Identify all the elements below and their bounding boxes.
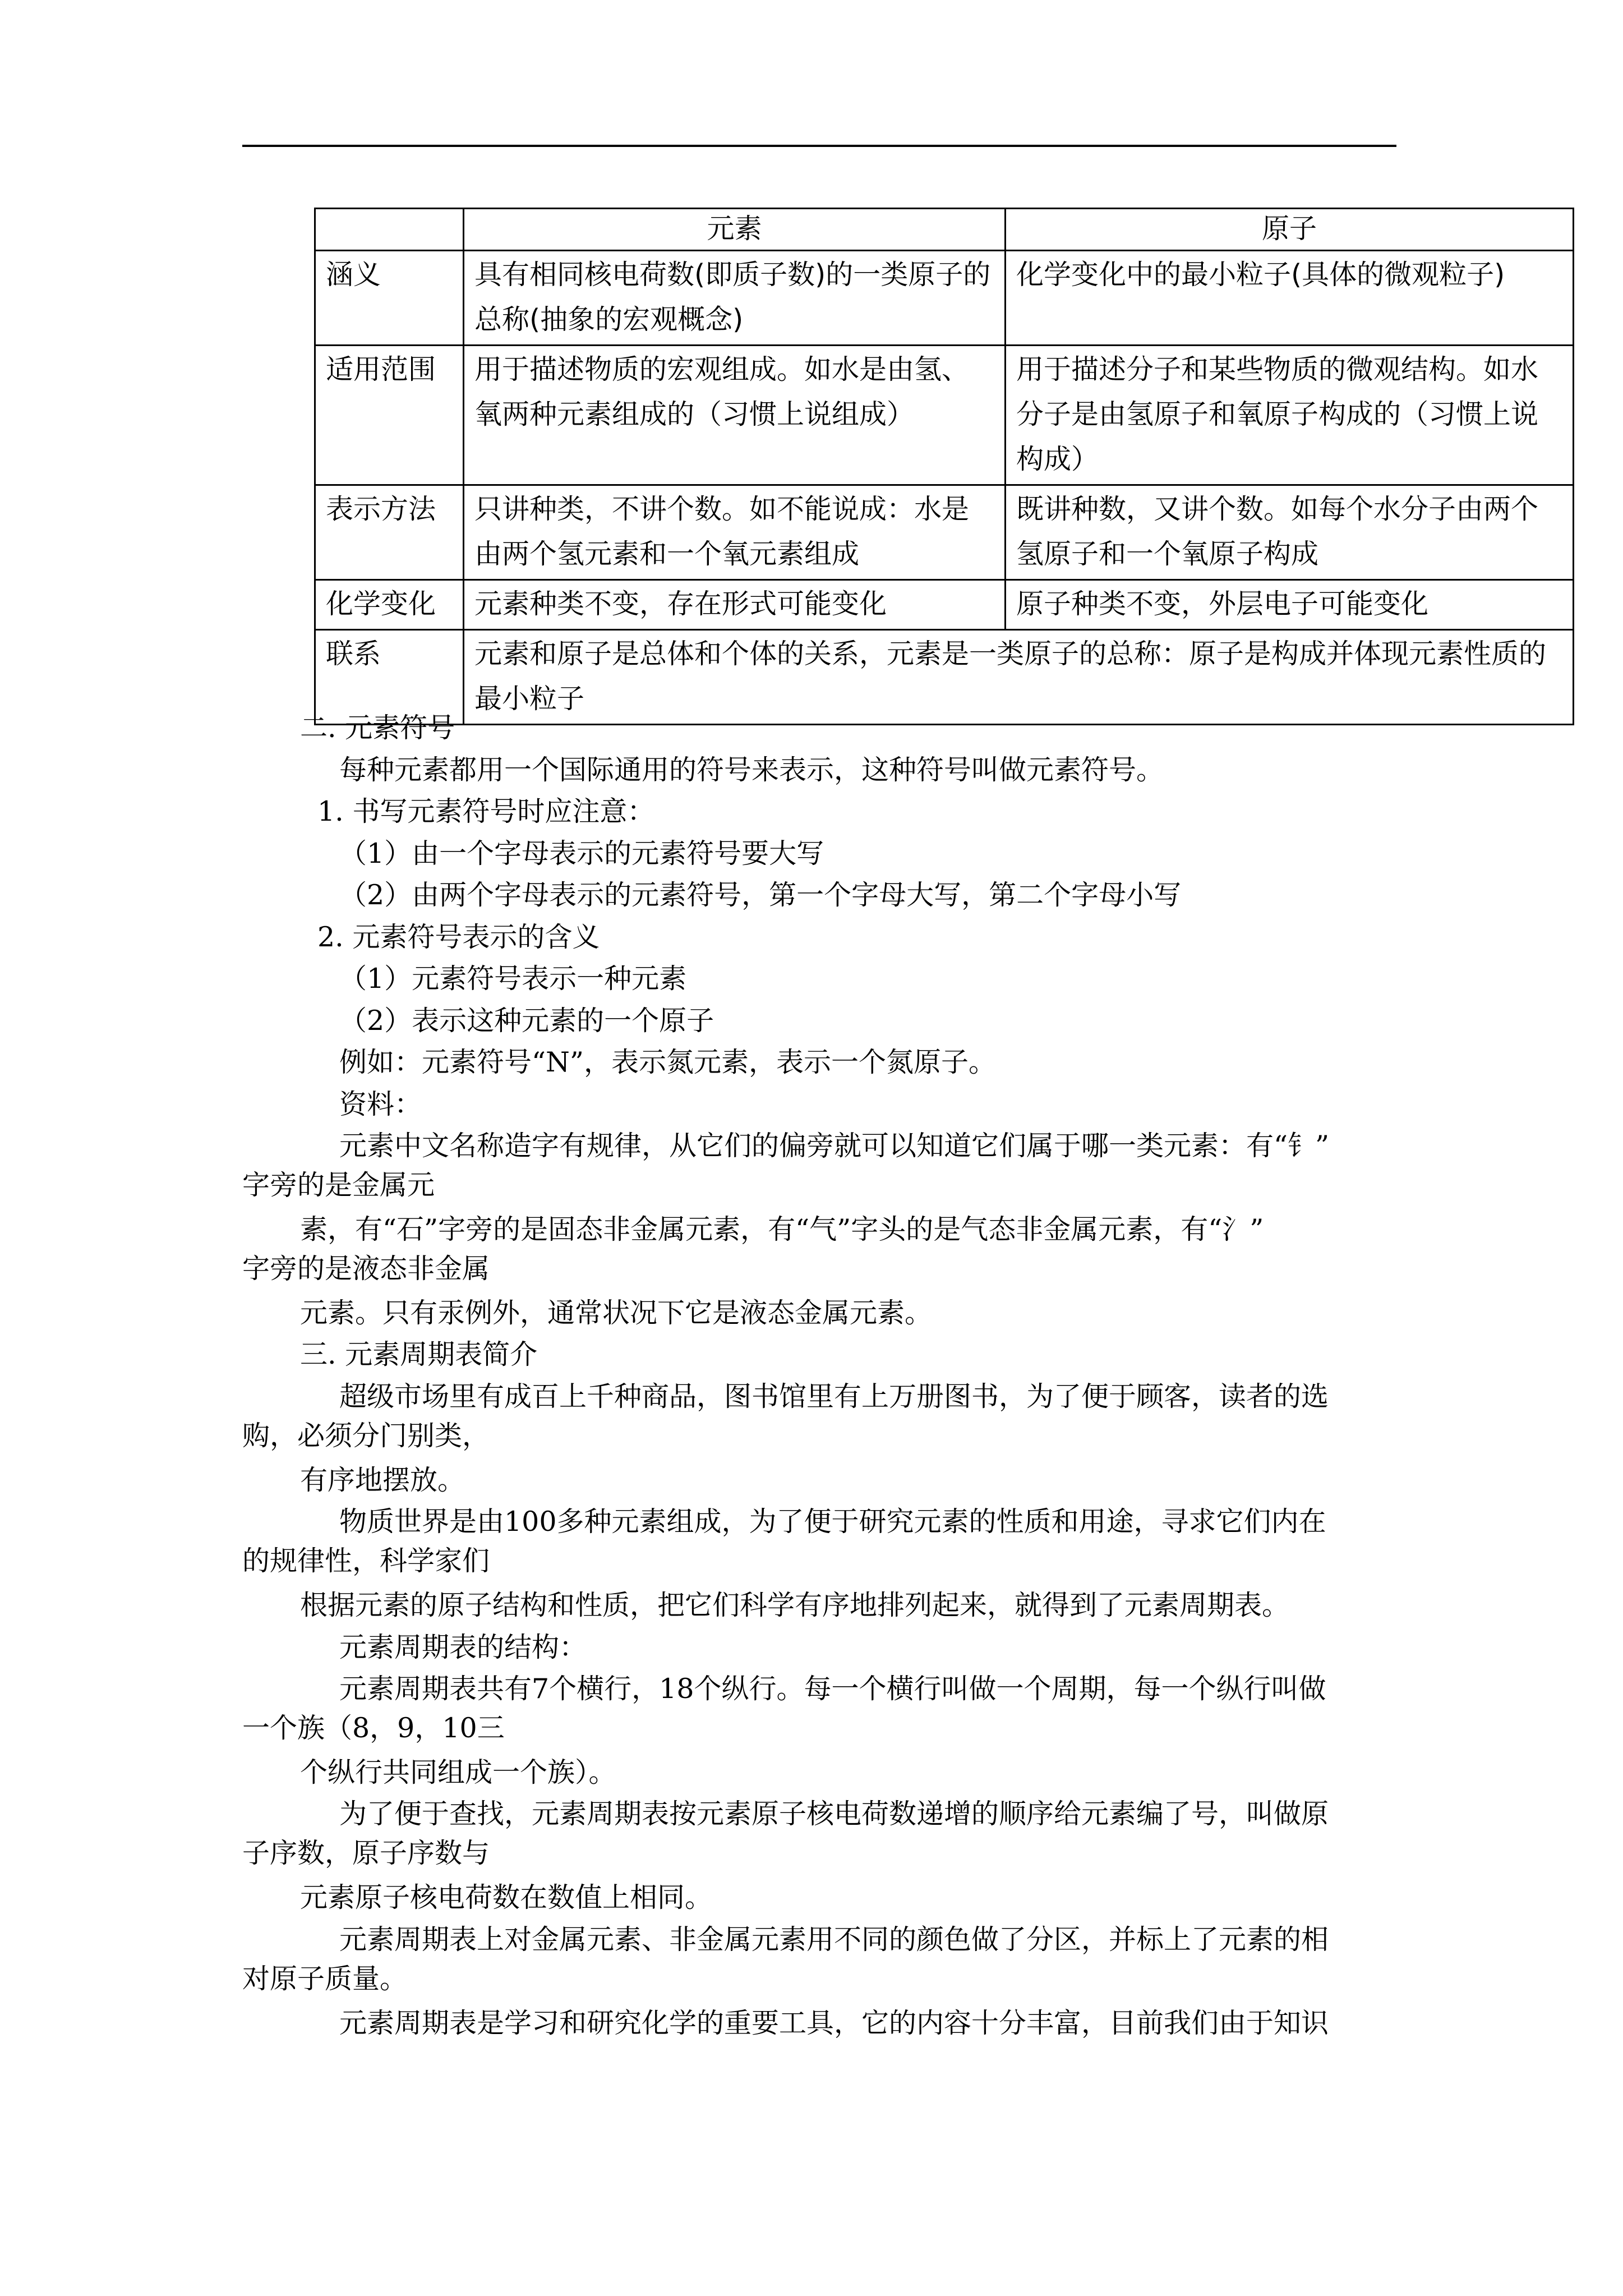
row-label: 表示方法	[315, 485, 464, 580]
section-heading: 二. 元素符号	[300, 712, 455, 744]
paragraph-line: 物质世界是由100多种元素组成，为了便于研究元素的性质和用途，寻求它们内在	[339, 1506, 1326, 1538]
table-row	[315, 251, 1574, 346]
table-header-cell	[315, 209, 464, 251]
paragraph-line: 每种元素都用一个国际通用的符号来表示，这种符号叫做元素符号。	[339, 754, 1164, 786]
table-cell: 用于描述分子和某些物质的微观结构。如水分子是由氢原子和氧原子构成的（习惯上说构成）	[1006, 346, 1574, 485]
list-item: （2）由两个字母表示的元素符号，第一个字母大写，第二个字母小写	[339, 879, 1182, 911]
paragraph-line: 一个族（8，9，10三	[242, 1712, 505, 1744]
paragraph-line: 个纵行共同组成一个族）。	[300, 1756, 616, 1788]
paragraph-line: 超级市场里有成百上千种商品，图书馆里有上万册图书，为了便于顾客，读者的选	[339, 1381, 1329, 1412]
table-cell: 既讲种数，又讲个数。如每个水分子由两个氢原子和一个氧原子构成	[1006, 485, 1574, 580]
table-cell: 只讲种类，不讲个数。如不能说成：水是由两个氢元素和一个氧元素组成	[464, 485, 1006, 580]
paragraph-line: 元素中文名称造字有规律，从它们的偏旁就可以知道它们属于哪一类元素：有“钅”	[339, 1130, 1330, 1162]
comparison-table	[314, 208, 1574, 725]
relation-cell: 元素和原子是总体和个体的关系，元素是一类原子的总称：原子是构成并体现元素性质的最小粒子	[464, 630, 1574, 725]
table-cell: 元素种类不变，存在形式可能变化	[464, 580, 1006, 630]
row-label: 适用范围	[315, 346, 464, 485]
paragraph-line: 例如：元素符号“N”，表示氮元素，表示一个氮原子。	[339, 1046, 996, 1078]
table-row	[315, 630, 1574, 725]
row-label: 联系	[315, 630, 464, 725]
list-item: 1. 书写元素符号时应注意：	[317, 795, 655, 827]
paragraph-line: 的规律性，科学家们	[242, 1545, 490, 1577]
row-label: 涵义	[315, 251, 464, 346]
table-cell: 具有相同核电荷数(即质子数)的一类原子的总称(抽象的宏观概念)	[464, 251, 1006, 346]
paragraph-line: 根据元素的原子结构和性质，把它们科学有序地排列起来，就得到了元素周期表。	[300, 1589, 1290, 1621]
paragraph-line: 字旁的是金属元	[242, 1169, 435, 1201]
section-heading: 三. 元素周期表简介	[300, 1338, 538, 1370]
paragraph-line: 元素周期表上对金属元素、非金属元素用不同的颜色做了分区，并标上了元素的相	[339, 1924, 1329, 1955]
paragraph-line: 元素周期表共有7个横行，18个纵行。每一个横行叫做一个周期，每一个纵行叫做	[339, 1673, 1326, 1705]
header-rule	[242, 145, 1396, 147]
paragraph-line: 有序地摆放。	[300, 1464, 465, 1496]
paragraph-line: 元素周期表的结构：	[339, 1631, 587, 1663]
paragraph-line: 对原子质量。	[242, 1963, 408, 1995]
table-row	[315, 485, 1574, 580]
paragraph-line: 元素。只有汞例外，通常状况下它是液态金属元素。	[300, 1297, 933, 1329]
paragraph-line: 元素周期表是学习和研究化学的重要工具，它的内容十分丰富，目前我们由于知识	[339, 2007, 1329, 2039]
paragraph-line: 素，有“石”字旁的是固态非金属元素，有“气”字头的是气态非金属元素，有“氵”	[300, 1213, 1264, 1245]
paragraph-line: 子序数，原子序数与	[242, 1837, 490, 1869]
row-label: 化学变化	[315, 580, 464, 630]
paragraph-line: 元素原子核电荷数在数值上相同。	[300, 1881, 713, 1913]
table-cell: 用于描述物质的宏观组成。如水是由氢、氧两种元素组成的（习惯上说组成）	[464, 346, 1006, 485]
table-row	[315, 346, 1574, 485]
list-item: （1）由一个字母表示的元素符号要大写	[339, 838, 824, 869]
paragraph-line: 字旁的是液态非金属	[242, 1253, 490, 1285]
table-cell: 化学变化中的最小粒子(具体的微观粒子)	[1006, 251, 1574, 346]
list-item: （2）表示这种元素的一个原子	[339, 1005, 714, 1037]
paragraph-line: 购，必须分门别类，	[242, 1420, 490, 1452]
table-row	[315, 580, 1574, 630]
paragraph-line: 资料：	[339, 1088, 422, 1120]
list-item: （1）元素符号表示一种元素	[339, 963, 687, 995]
table-header-cell: 元素	[464, 209, 1006, 251]
table-header-row	[315, 209, 1574, 251]
table-cell: 原子种类不变，外层电子可能变化	[1006, 580, 1574, 630]
paragraph-line: 为了便于查找，元素周期表按元素原子核电荷数递增的顺序给元素编了号，叫做原	[339, 1798, 1329, 1830]
table-header-cell: 原子	[1006, 209, 1574, 251]
list-item: 2. 元素符号表示的含义	[317, 921, 600, 953]
